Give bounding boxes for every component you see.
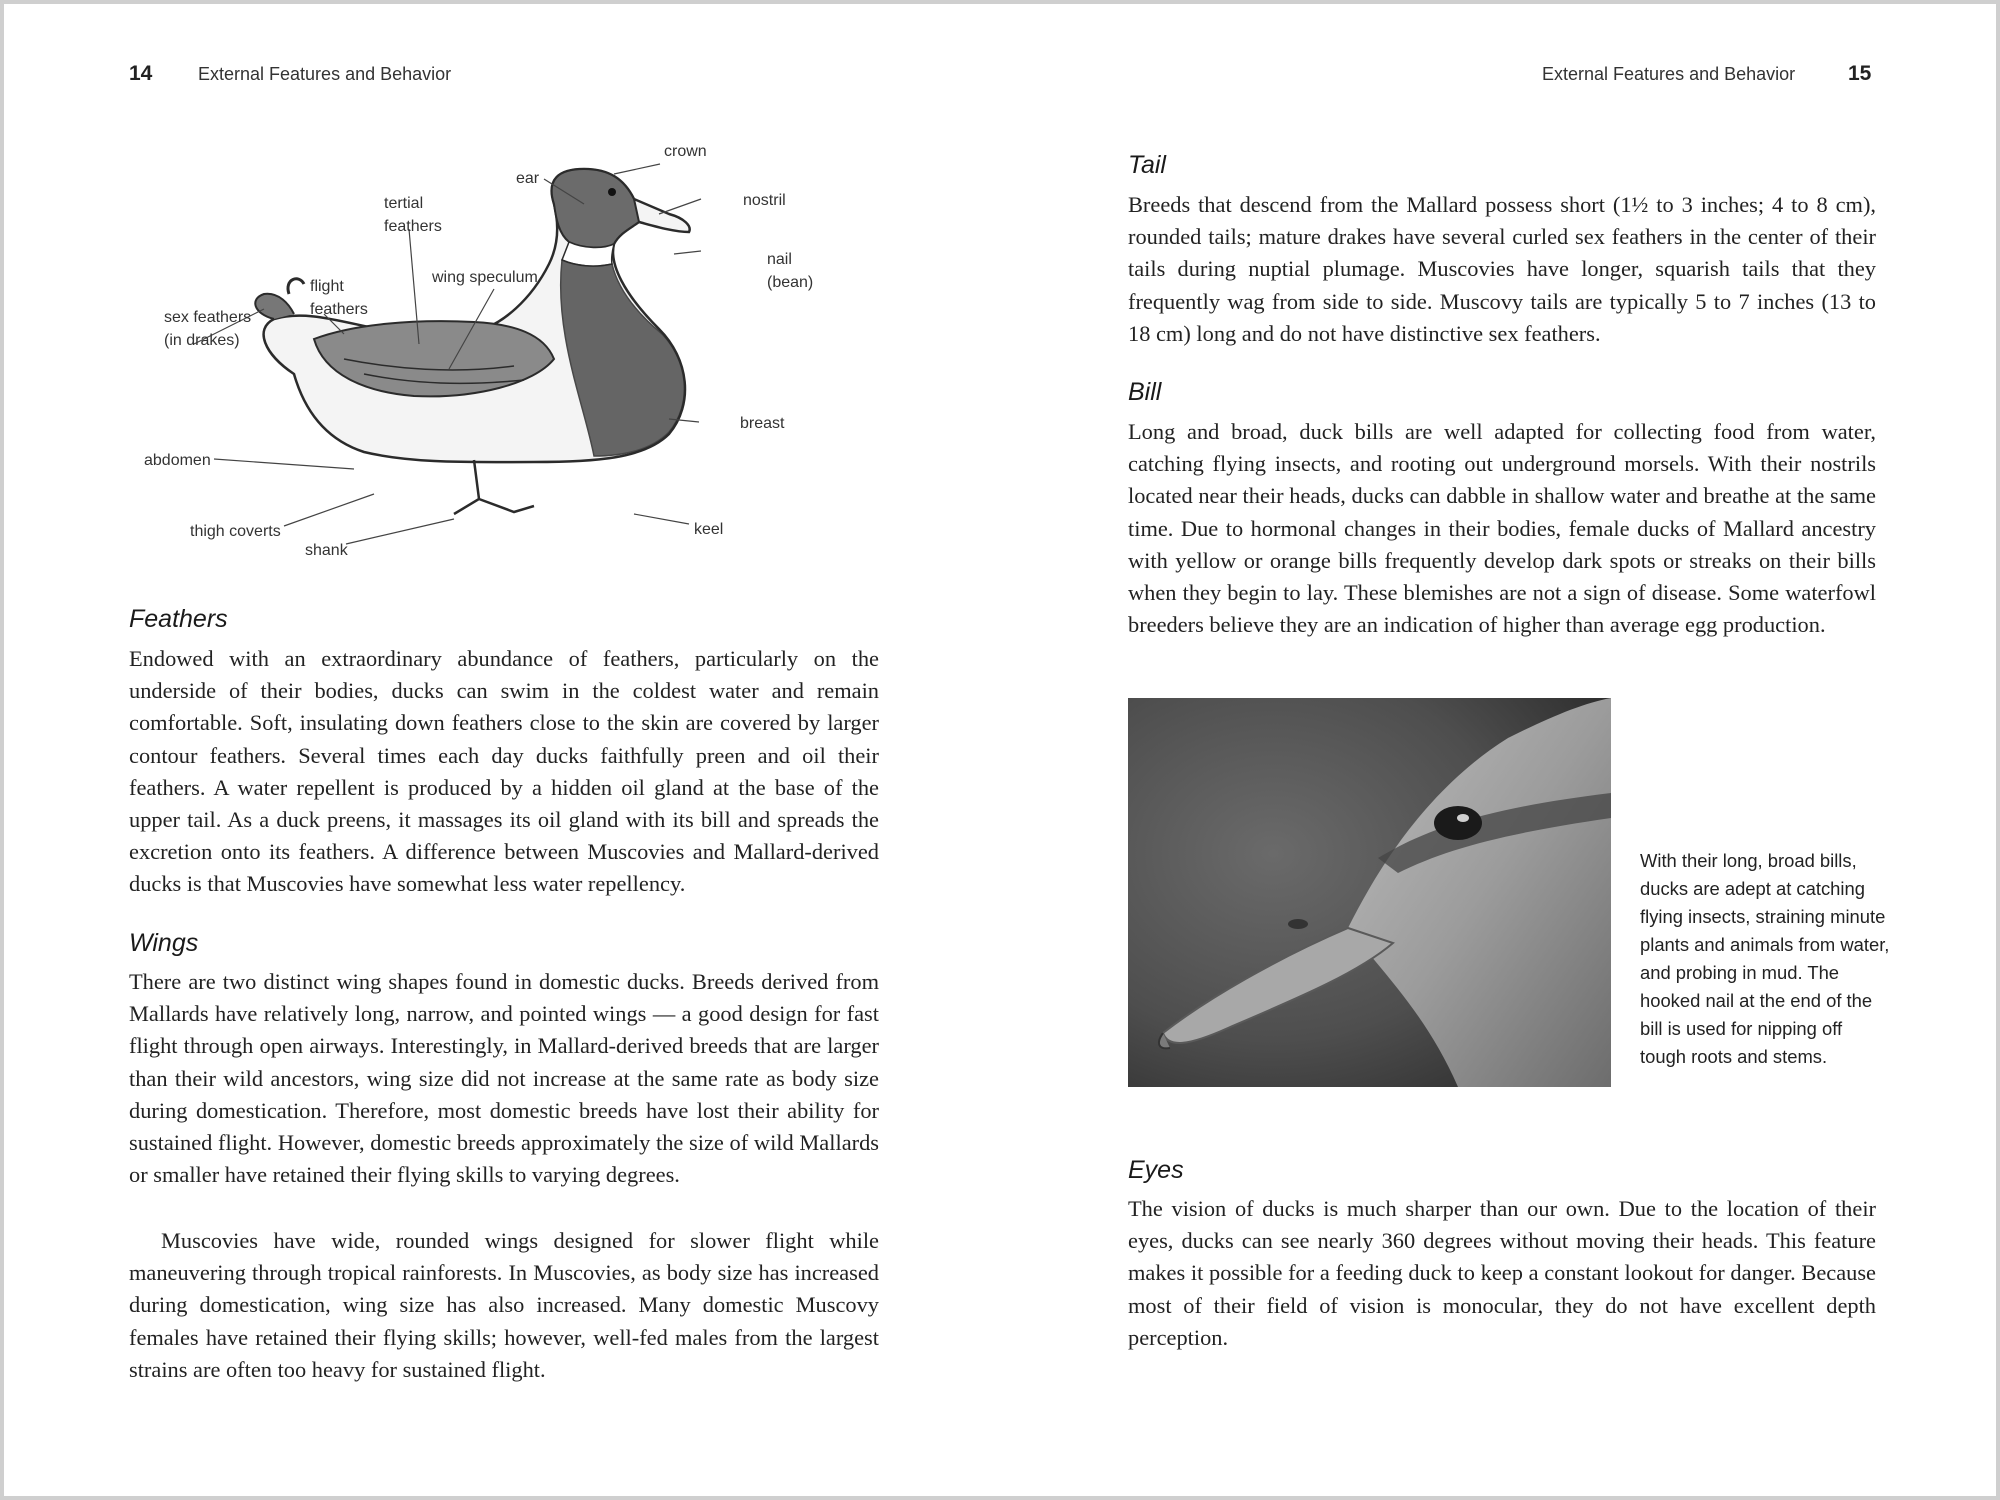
page-number: 14 (129, 62, 153, 85)
label-abdomen: abdomen (144, 452, 211, 469)
label-shank: shank (305, 542, 348, 559)
duck-illustration (114, 134, 834, 574)
wings-paragraph-1: There are two distinct wing shapes found in domestic ducks. Breeds derived from Mallards have relatively long, narrow, and pointed wings — a good design for fast flight through open airways. Interestingly, in Mallard-derived breeds that are larger than their wild ancestors, wing size did not increase at the same rate as body size during domestication. Therefore, most domestic breeds have lost their ability for sustained flight. However, domestic breeds approximately the size of wild Mallards or smaller have retained their flying skills to varying degrees. (129, 969, 879, 1188)
left-page (4, 4, 1000, 1496)
label-sex-feathers: sex feathers (164, 309, 252, 326)
label-breast: breast (740, 415, 785, 432)
tail-heading: Tail (1128, 151, 1166, 179)
wings-heading: Wings (129, 929, 199, 957)
right-page (1000, 4, 1996, 1496)
duck-head-image (1128, 698, 1611, 1087)
label-nail-bean: (bean) (767, 274, 814, 291)
label-tertial: tertial (384, 195, 424, 212)
running-head: External Features and Behavior (1542, 64, 1796, 84)
page-number: 15 (1848, 62, 1872, 85)
duck-head-photo (1128, 698, 1611, 1087)
feathers-heading: Feathers (129, 605, 228, 633)
eyes-heading: Eyes (1128, 1156, 1184, 1184)
label-wing-speculum: wing speculum (432, 269, 538, 286)
label-sex-feathers-drakes: (in drakes) (164, 332, 240, 349)
book-spread (4, 4, 1996, 1496)
label-keel: keel (694, 521, 724, 538)
label-crown: crown (664, 143, 707, 160)
label-nostril: nostril (743, 192, 786, 209)
bill-heading: Bill (1128, 378, 1162, 406)
eyes-paragraph: The vision of ducks is much sharper than our own. Due to the location of their eyes, ducks can see nearly 360 degrees without moving their heads. This feature makes it possible for a feeding duck to keep a constant lookout for danger. Because most of their field of vision is monocular, they do not have excellent depth perception. (1128, 1196, 1876, 1350)
label-tertial-feathers: feathers (384, 218, 442, 235)
tail-paragraph: Breeds that descend from the Mallard possess short (1½ to 3 inches; 4 to 8 cm), rounded tails; mature drakes have several curled sex feathers in the center of their tails during nuptial plumage. Muscovies have longer, squarish tails that they frequently wag from side to side. Muscovy tails are typically 5 to 7 inches (13 to 18 cm) long and do not have distinctive sex feathers. (1128, 192, 1876, 346)
duck-anatomy-diagram (114, 134, 834, 574)
photo-caption: With their long, broad bills, ducks are adept at catching flying insects, straining minute plants and animals from water, and probing in mud. The hooked nail at the end of the bill is used for nipping off tough roots and stems. (1640, 850, 1890, 1067)
label-flight-feathers: feathers (310, 301, 368, 318)
wings-paragraph-2: Muscovies have wide, rounded wings designed for slower flight while maneuvering through tropical rainforests. In Muscovies, as body size has increased during domestication, wing size has also increased. Many domestic Muscovy females have retained their flying skills; however, well-fed males from the largest strains are often too heavy for sustained flight. (129, 1228, 879, 1382)
feathers-paragraph: Endowed with an extraordinary abundance of feathers, particularly on the underside of their bodies, ducks can swim in the coldest water and remain comfortable. Soft, insulating down feathers close to the skin are covered by larger contour feathers. Several times each day ducks faithfully preen and oil their feathers. A water repellent is produced by a hidden oil gland at the base of the upper tail. As a duck preens, it massages its oil gland with its bill and spreads the excretion onto its feathers. A difference between Muscovies and Mallard-derived ducks is that Muscovies have somewhat less water repellency. (129, 646, 879, 897)
label-flight: flight (310, 278, 344, 295)
running-head: External Features and Behavior (198, 64, 452, 84)
label-nail: nail (767, 251, 792, 268)
bill-paragraph: Long and broad, duck bills are well adapted for collecting food from water, catching flying insects, and rooting out underground morsels. With their nostrils located near their heads, ducks can dabble in shallow water and breathe at the same time. Due to hormonal changes in their bodies, female ducks of Mallard ancestry with yellow or orange bills frequently develop dark spots or streaks on their bills when they begin to lay. These blemishes are not a sign of disease. Some waterfowl breeders believe they are an indication of higher than average egg production. (1128, 419, 1876, 638)
label-ear: ear (516, 170, 540, 187)
label-thigh-coverts: thigh coverts (190, 523, 281, 540)
